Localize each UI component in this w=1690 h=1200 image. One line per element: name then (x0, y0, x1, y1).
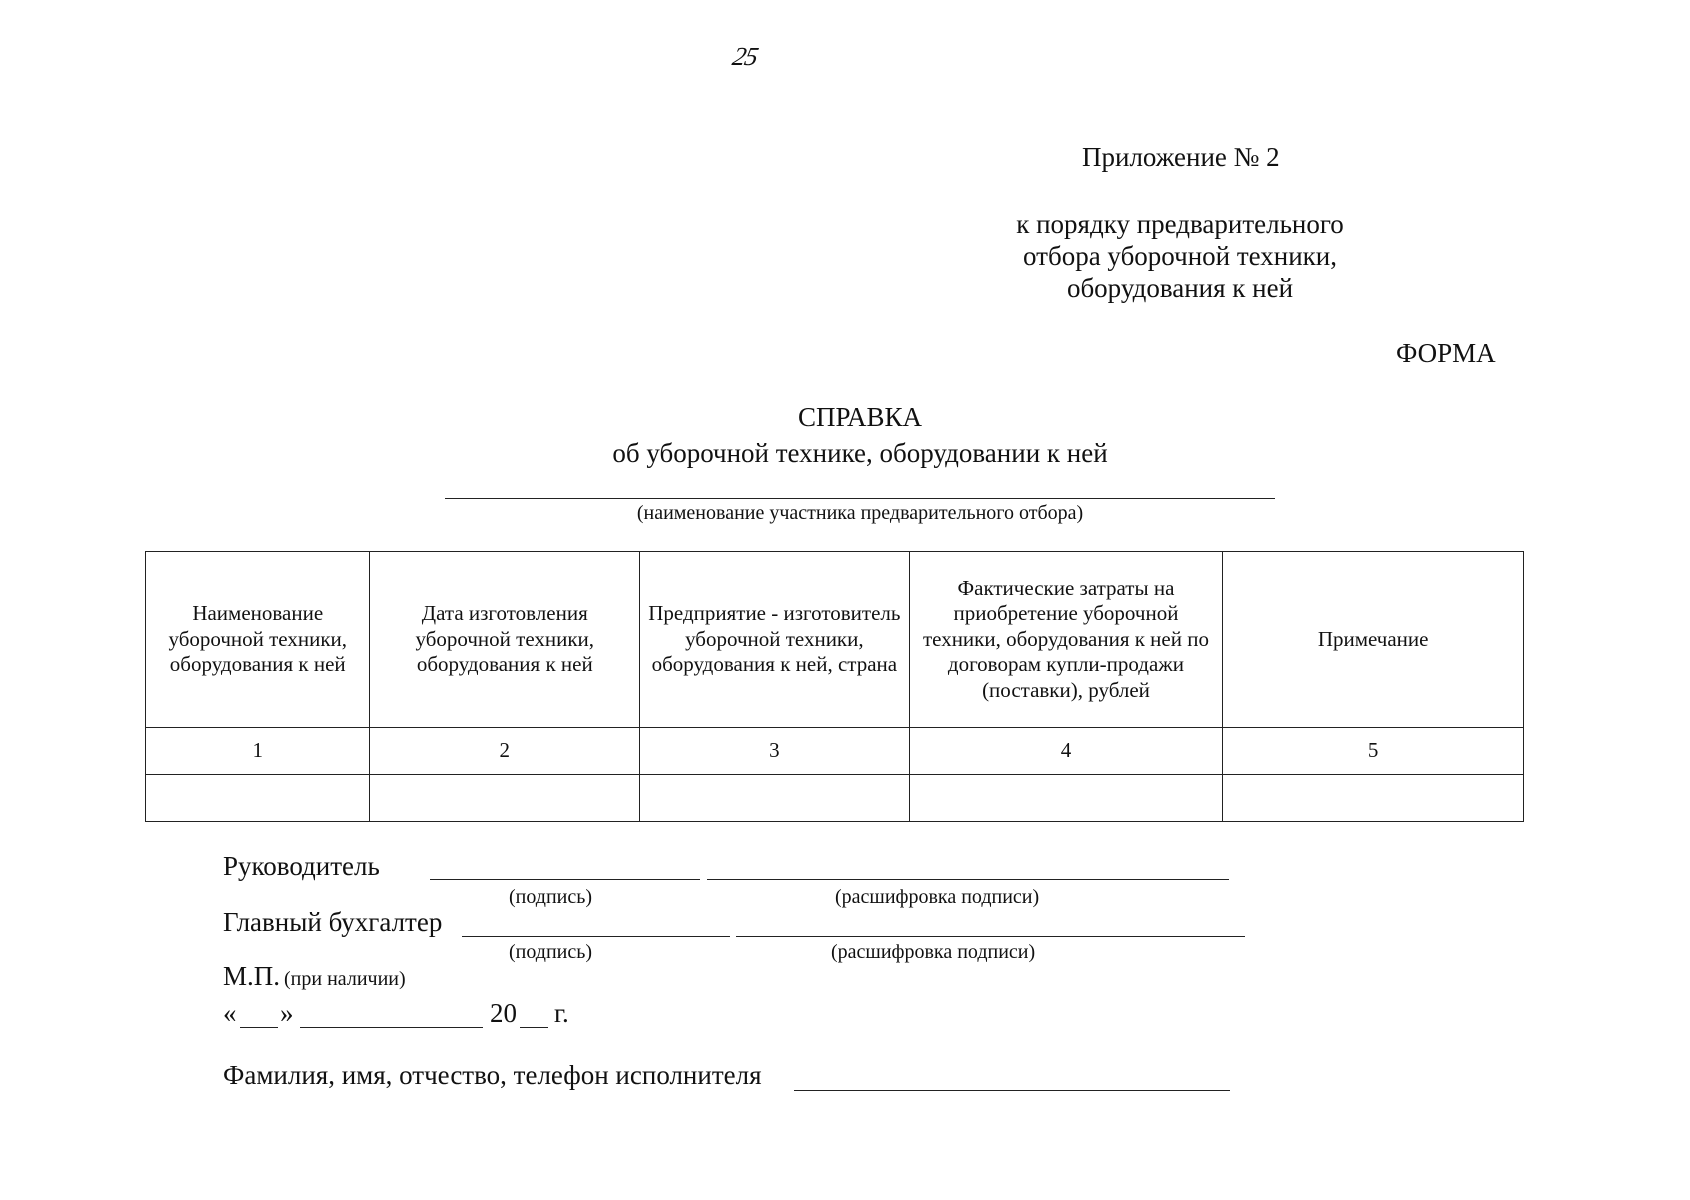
signature-caption: (подпись) (509, 941, 593, 963)
head-decoding-line[interactable] (707, 879, 1229, 880)
date-day-line[interactable] (240, 1027, 278, 1028)
column-number: 5 (1223, 728, 1524, 775)
table-cell[interactable] (1223, 775, 1524, 822)
document-title: СПРАВКА (797, 402, 923, 432)
appendix-title: Приложение № 2 (1082, 142, 1280, 172)
table-number-row (146, 728, 1524, 775)
date-year-suffix: г. (554, 998, 569, 1028)
decoding-caption: (расшифровка подписи) (835, 886, 1040, 908)
head-label: Руководитель (223, 851, 380, 881)
column-number: 4 (909, 728, 1223, 775)
participant-name-line[interactable] (445, 498, 1275, 499)
table-header-cell: Предприятие - изготовитель уборочной техники, оборудования к ней, страна (640, 552, 910, 728)
executor-label: Фамилия, имя, отчество, телефон исполнителя (223, 1060, 762, 1090)
table-header-cell: Наименование уборочной техники, оборудования к ней (146, 552, 370, 728)
seal-note: (при наличии) (284, 968, 406, 990)
page-number: 25 (730, 42, 761, 71)
date-month-line[interactable] (300, 1027, 483, 1028)
appendix-subtitle-line: отбора уборочной техники, (1023, 241, 1337, 271)
table-cell[interactable] (370, 775, 640, 822)
date-open-quote: « (223, 998, 237, 1028)
date-year-line[interactable] (520, 1027, 548, 1028)
column-number: 2 (370, 728, 640, 775)
table-cell[interactable] (146, 775, 370, 822)
document-subtitle: об уборочной технике, оборудовании к ней (612, 438, 1108, 468)
seal-line (223, 961, 406, 992)
head-signature-line[interactable] (430, 879, 700, 880)
table-row (146, 775, 1524, 822)
chief-accountant-label: Главный бухгалтер (223, 907, 443, 937)
date-close-quote: » (280, 998, 294, 1028)
column-number: 3 (640, 728, 910, 775)
table-cell[interactable] (909, 775, 1223, 822)
column-number: 1 (146, 728, 370, 775)
appendix-subtitle (980, 208, 1380, 304)
table-header-cell: Фактические затраты на приобретение уборочной техники, оборудования к ней по договорам купли-продажи (поставки), рублей (909, 552, 1223, 728)
table-cell[interactable] (640, 775, 910, 822)
table-header-cell: Дата изготовления уборочной техники, оборудования к ней (370, 552, 640, 728)
decoding-caption: (расшифровка подписи) (831, 941, 1036, 963)
form-mark: ФОРМА (1396, 338, 1496, 368)
date-year-prefix: 20 (490, 998, 517, 1028)
table-header-cell: Примечание (1223, 552, 1524, 728)
accountant-signature-line[interactable] (462, 936, 730, 937)
executor-line[interactable] (794, 1090, 1230, 1091)
equipment-table (145, 551, 1524, 822)
accountant-decoding-line[interactable] (736, 936, 1245, 937)
appendix-subtitle-line: к порядку предварительного (1016, 209, 1344, 239)
participant-caption: (наименование участника предварительного отбора) (636, 502, 1084, 524)
appendix-subtitle-line: оборудования к ней (1066, 273, 1294, 303)
seal-label: М.П. (223, 961, 281, 991)
table-header-row (146, 552, 1524, 728)
signature-caption: (подпись) (509, 886, 593, 908)
